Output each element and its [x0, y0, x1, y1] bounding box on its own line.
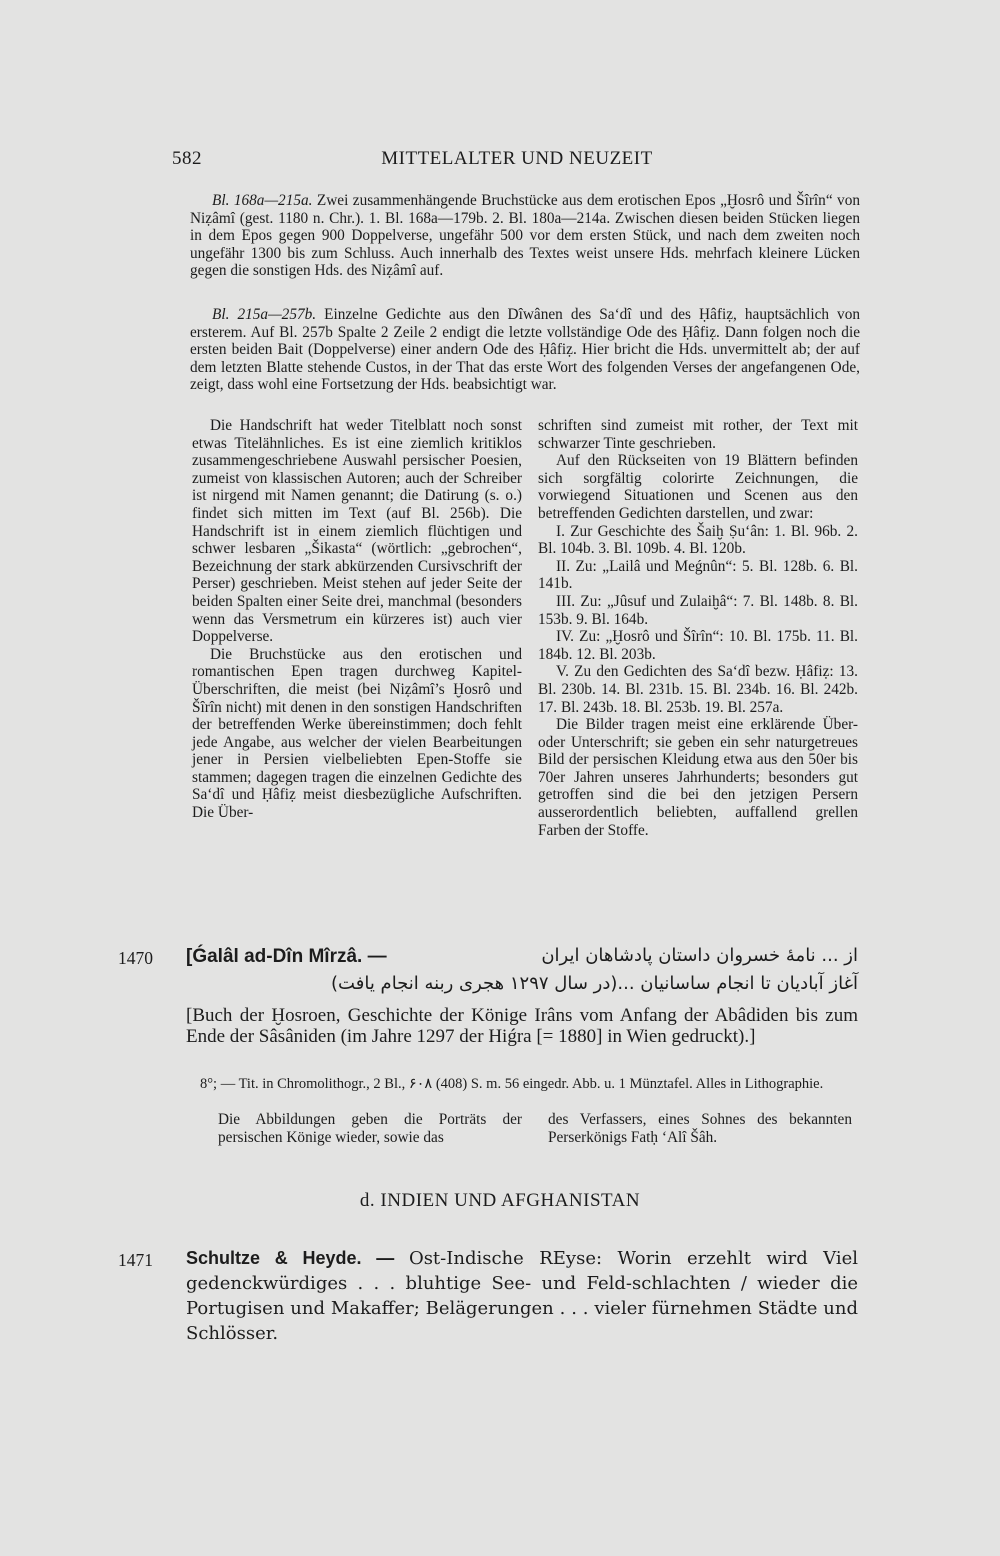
paragraph-text: Zwei zusammenhängende Bruchstücke aus dem erotischen Epos „Ḫosrô und Šîrîn“ von Niẓâmî (gest. 1180 n. Chr.). 1. Bl. 168a—179b. 2. Bl. 180a—214a. Zwischen diesen beiden Stücken liegen in dem Epos gegen 900 Doppelverse, ungefähr 500 vor dem ersten Stück, und nach dem zweiten noch ungefähr 1300 bis zum Schluss. Auch innerhalb des Textes weist unsere Hds. mehrfach kleinere Lücken gegen die sonstigen Hds. des Niẓâmî auf. [190, 192, 860, 280]
intro-paragraph-2 [190, 306, 860, 394]
illustration-list-item-2: II. Zu: „Lailâ und Meǵnûn“: 5. Bl. 128b. 6. Bl. 141b. [538, 557, 858, 593]
right-column [538, 417, 858, 839]
paragraph-text: Einzelne Gedichte aus den Dîwânen des Sa‘dî und des Ḥâfiẓ, hauptsächlich von ersterem. Auf Bl. 257b Spalte 2 Zeile 2 endigt die letzte vollständige Ode des Ḥâfiẓ. Dann folgen noch die ersten beiden Bait (Doppelverse) einer andern Ode des Ḥâfiẓ. Hier bricht die Hds. unvermittelt ab; der auf dem letzten Blatte stehende Custos, in der That das erste Wort des folgenden Verses der angefangenen Ode, zeigt, dass wohl eine Fortsetzung der Hds. beabsichtigt war. [190, 306, 861, 394]
right-column-paragraph-0: schriften sind zumeist mit rother, der Text mit schwarzer Tinte geschrieben. [538, 417, 858, 452]
illustration-list-item-3: III. Zu: „Jûsuf und Zulaiḫâ“: 7. Bl. 148b. 8. Bl. 153b. 9. Bl. 164b. [538, 592, 858, 628]
running-title: MITTELALTER UND NEUZEIT [381, 148, 653, 169]
entry-number-1470: 1470 [118, 948, 153, 968]
illustration-list-item-5: V. Zu den Gedichten des Sa‘dî bezw. Ḥâfiẓ: 13. Bl. 230b. 14. Bl. 231b. 15. Bl. 234b. 16. Bl. 242b. 17. Bl. 243b. 18. Bl. 253b. 19. Bl. 257a. [538, 663, 858, 716]
folio-reference: Bl. 215a—257b. [212, 306, 317, 323]
entry-1471-text [186, 1246, 858, 1346]
left-column [192, 417, 522, 822]
illustration-list-item-1: I. Zur Geschichte des Šaiḫ Ṣu‘ân: 1. Bl. 96b. 2. Bl. 104b. 3. Bl. 109b. 4. Bl. 120b. [538, 522, 858, 558]
folio-reference: Bl. 168a—215a. [212, 192, 313, 209]
entry-1470-author [186, 946, 416, 968]
entry-1470-note-left: Die Abbildungen geben die Porträts der persischen Könige wieder, sowie das [218, 1111, 522, 1146]
intro-paragraph-1 [190, 192, 860, 280]
right-column-paragraph-2: Die Bilder tragen meist eine erklärende Über- oder Unterschrift; sie geben ein sehr naturgetreues Bild der persischen Kleidung etwa aus den 50er bis 70er Jahren unseres Jahrhunderts; besonders gut getroffen sind die bei den jetzigen Persern ausserordentlich beliebten, auffallend grellen Farben der Stoffe. [538, 716, 858, 839]
entry-1470-translation: [Buch der Ḫosroen, Geschichte der Könige Irâns vom Anfang der Abâdiden bis zum Ende der Sâsâniden (im Jahre 1297 der Hiǵra [= 1880] in Wien gedruckt).] [186, 1005, 858, 1047]
illustration-list-item-4: IV. Zu: „Ḫosrô und Šîrîn“: 10. Bl. 175b. 11. Bl. 184b. 12. Bl. 203b. [538, 628, 858, 663]
entry-1470-arabic-title-line-1: از ... نامهٔ خسروان داستان پادشاهان ایران [541, 945, 858, 966]
left-column-paragraph-1: Die Handschrift hat weder Titelblatt noch sonst etwas Titelähnliches. Es ist eine ziemlich kritiklos zusammengeschriebene Auswahl persischer Poesien, zumeist von klassischen Autoren; auch der Schreiber ist nirgend mit Namen genannt; die Datirung (s. o.) findet sich mitten im Text (auf Bl. 256b). Die Handschrift ist in einem ziemlich flüchtigen und schwer lesbaren „Šikasta“ (wörtlich: „gebrochen“, Bezeichnung der stark abkürzenden Cursivschrift der Perser) geschrieben. Meist stehen auf jeder Seite der beiden Spalten einer Seite drei, manchmal (besonders wenn das Versmetrum ein kürzeres ist) auch vier Doppelverse. [192, 417, 522, 646]
entry-author: [Ǵalâl ad-Dîn Mîrzâ. — [186, 946, 387, 967]
entry-1470-note-right: des Verfassers, eines Sohnes des bekannten Perserkönigs Fatḥ ‘Alî Šâh. [548, 1111, 852, 1146]
entry-title: Ost-Indische REyse: Worin erzehlt wird Viel gedenckwürdiges . . . bluhtige See- und Feld-schlachten / wieder die Portugisen und Makaffer; Belägerungen . . . vieler fürnehmen Städte und Schlösser. [186, 1248, 859, 1344]
entry-1470-arabic-title-line-2: آغاز آبادیان تا انجام ساسانیان ...(در سال ۱۲۹۷ هجری ربنه انجام یافت) [331, 973, 858, 994]
left-column-paragraph-2: Die Bruchstücke aus den erotischen und romantischen Epen tragen durchweg Kapitel-Überschriften, die meist (bei Niẓâmî’s Ḫosrô und Šîrîn nicht) mit denen in den sonstigen Handschriften der betreffenden Werke übereinstimmen; doch fehlt jede Angabe, aus welcher der vielen Bearbeitungen jener in Persien vielbeliebten Epen-Stoffe sie stammen; dagegen tragen die einzelnen Gedichte des Sa‘dî und Ḥâfiẓ meist diesbezügliche Aufschriften. Die Über- [192, 645, 522, 822]
entry-number-1471: 1471 [118, 1250, 153, 1270]
section-title: d. INDIEN UND AFGHANISTAN [359, 1190, 641, 1211]
entry-author: Schultze & Heyde. — [186, 1248, 409, 1268]
right-column-paragraph-1: Auf den Rückseiten von 19 Blättern befinden sich sorgfältig colorirte Zeichnungen, die vorwiegend Situationen und Scenen aus den betreffenden Gedichten darstellen, und zwar: [538, 452, 858, 522]
entry-1470-bibliographic-note: 8°; — Tit. in Chromolithogr., 2 Bl., ۶۰۸ (408) S. m. 56 eingedr. Abb. u. 1 Münztafel. Alles in Lithographie. [200, 1076, 824, 1092]
page-number: 582 [172, 148, 202, 169]
